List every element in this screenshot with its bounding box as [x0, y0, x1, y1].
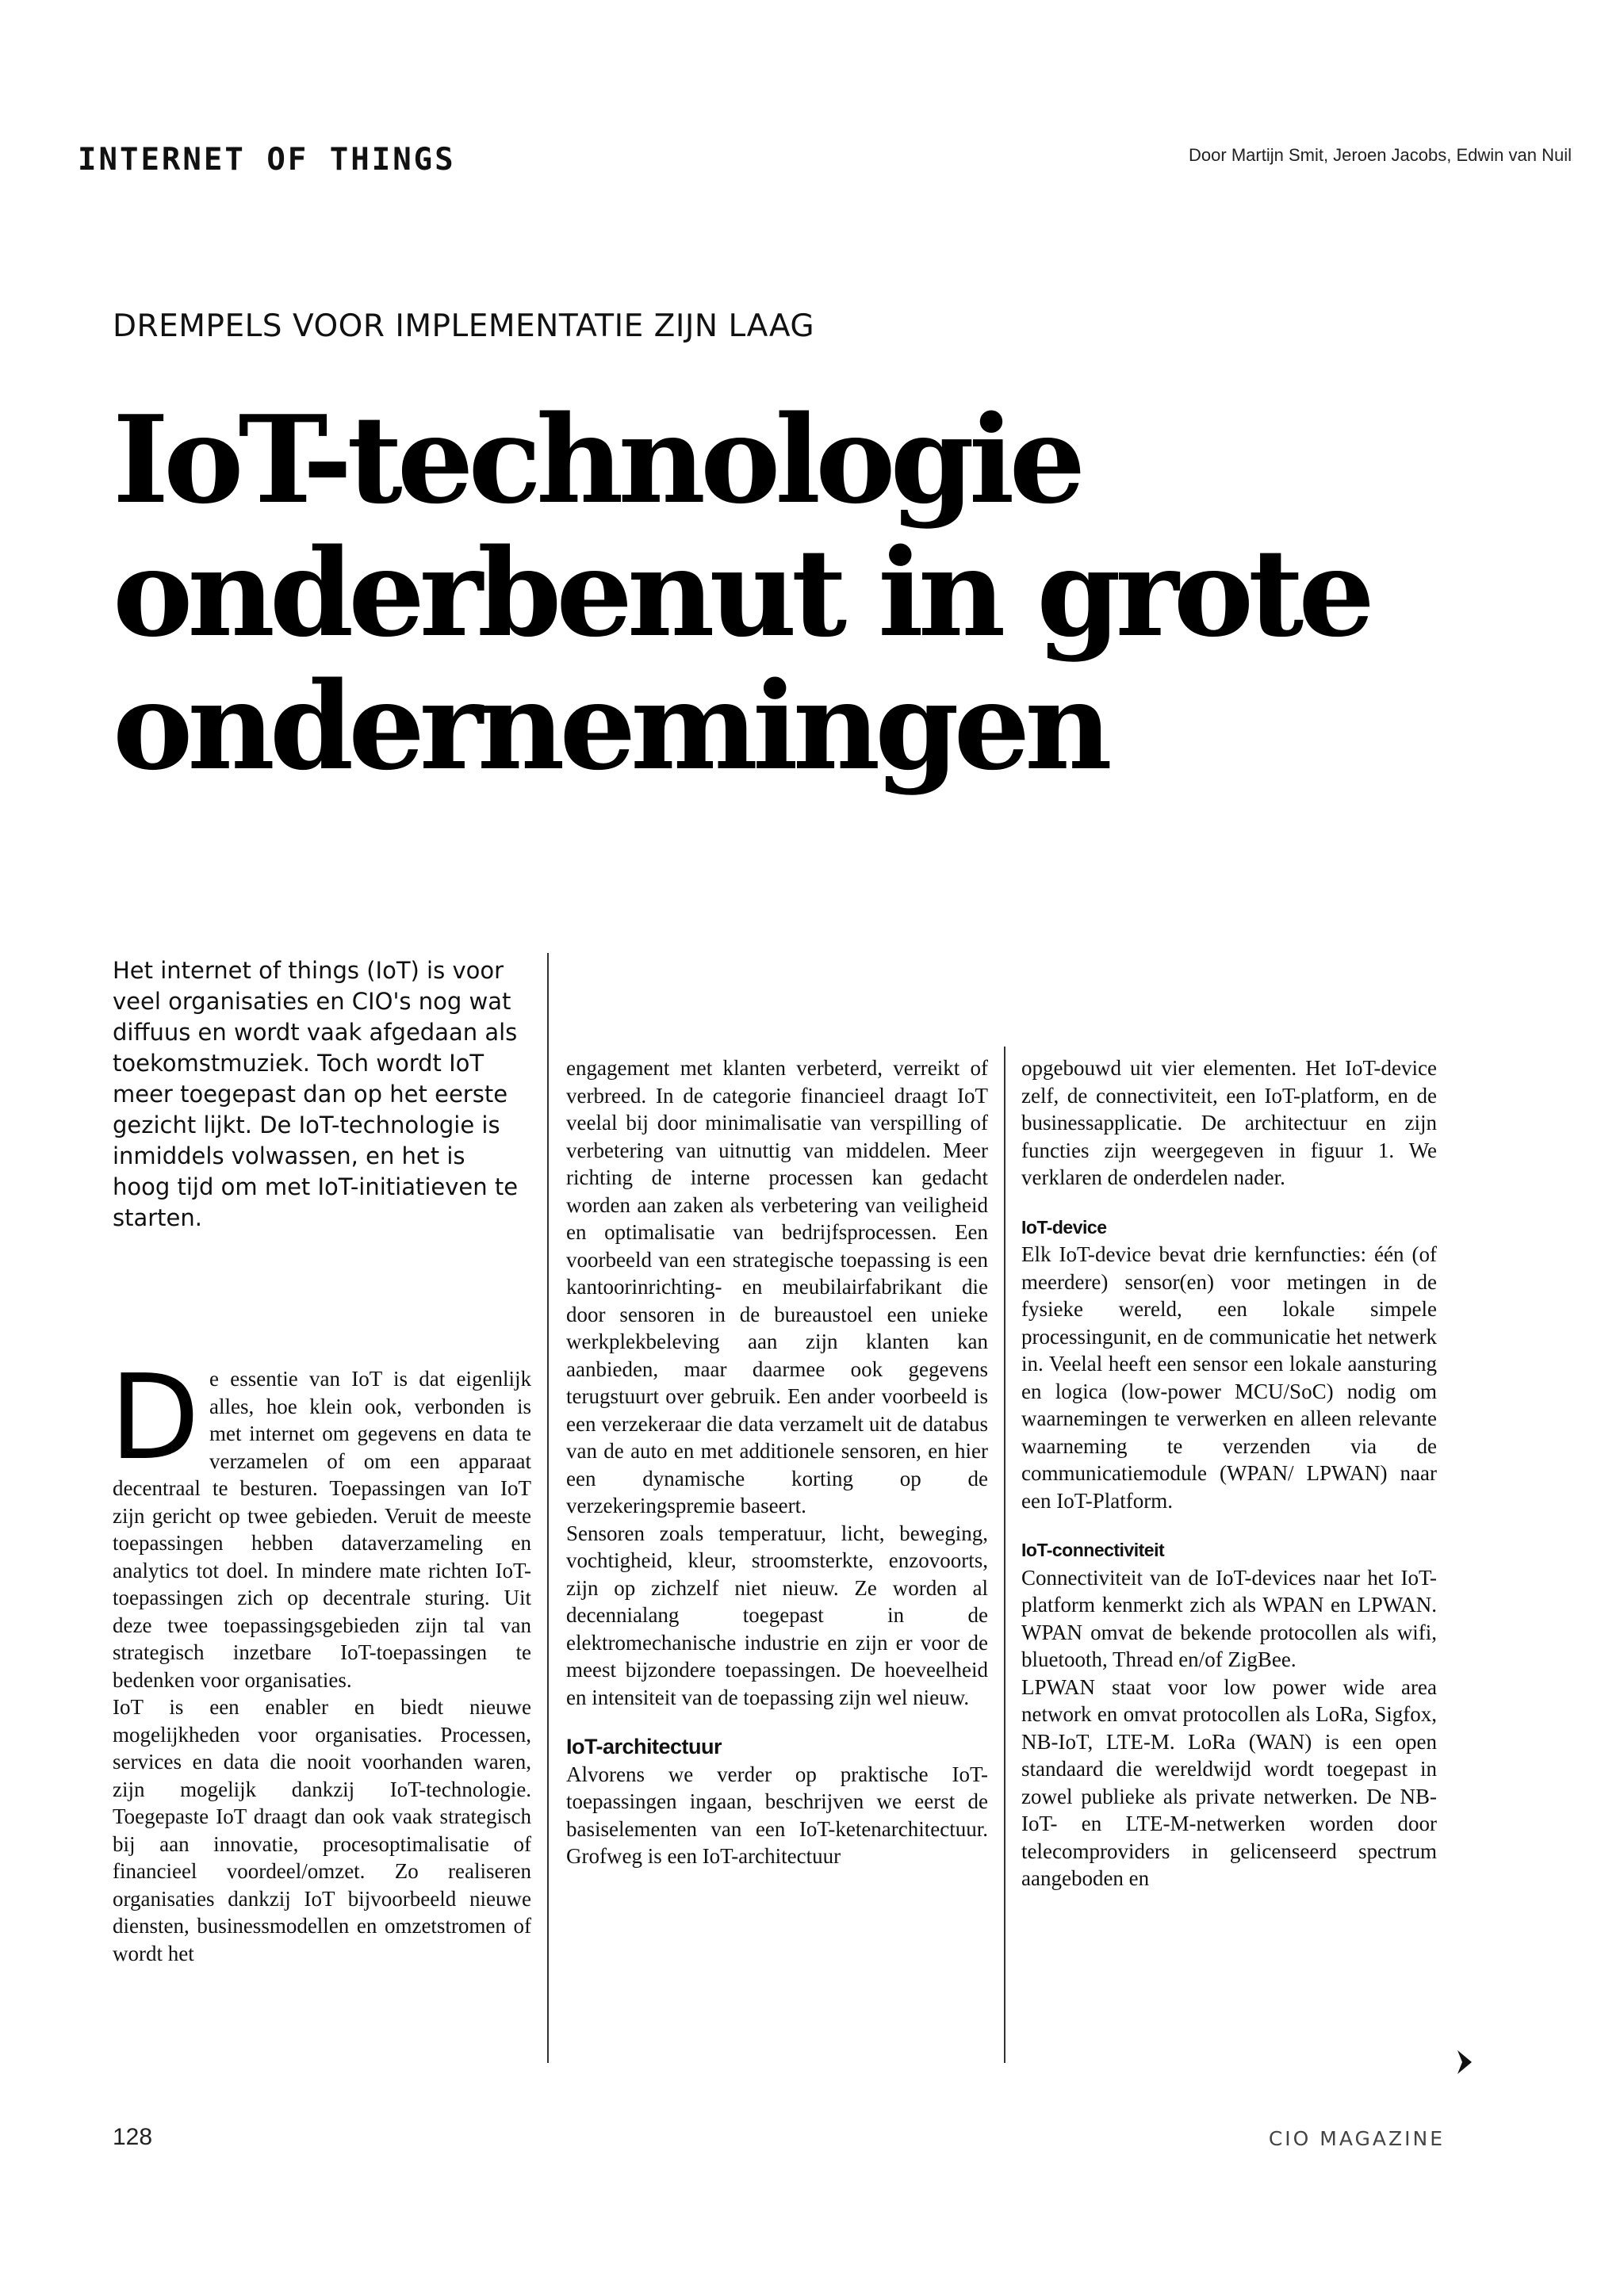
arrow-right-icon	[1456, 2049, 1473, 2076]
column-rule-1	[547, 953, 549, 2063]
body-paragraph: LPWAN staat voor low power wide area network en omvat protocollen als LoRa, Sigfox, NB-IoT, LTE-M. LoRa (WAN) is een open standaard die wereldwijd wordt toegepast in zowel publieke als private netwerken. De NB-IoT- en LTE-M-netwerken worden door telecomproviders in gelicenseerd spectrum aangeboden en	[1021, 1674, 1437, 1890]
magazine-name: CIO MAGAZINE	[1268, 2127, 1445, 2150]
body-paragraph: opgebouwd uit vier elementen. Het IoT-device zelf, de connectiviteit, een IoT-platform, en de businessapplicatie. De architectuur en zijn functies zijn weergegeven in figuur 1. We verklaren de onderdelen nader.	[1021, 1056, 1437, 1189]
page-number: 128	[113, 2124, 153, 2150]
body-paragraph: Elk IoT-device bevat drie kernfuncties: één (of meerdere) sensor(en) voor metingen in de fysieke wereld, een lokale simpele processingunit, en de communicatie het netwerk in. Veelal heeft een sensor een lokale aansturing en logica (low-power MCU/SoC) nodig om waarnemingen te verwerken en alleen relevante waarneming te verzenden via de communicatiemodule (WPAN/ LPWAN) naar een IoT-Platform.	[1021, 1242, 1437, 1513]
body-paragraph: engagement met klanten verbeterd, verreikt of verbreed. In de categorie financieel draagt IoT veelal bij door minimalisatie van verspilling of verbetering van uitnuttig van middelen. Meer richting de interne processen kan gedacht worden aan zaken als verbetering van veiligheid en optimalisatie van bedrijfsprocessen. Een voorbeeld van een strategische toepassing is een kantoorinrichting- en meubilairfabrikant die door sensoren in de bureaustoel een unieke werkplekbeleving aan zijn klanten kan aanbieden, maar daarmee ook gegevens terugstuurt over gebruik. Een ander voorbeeld is een verzekeraar die data verzamelt uit de databus van de auto en met additionele sensoren, en hier een dynamische korting op de verzekeringspremie baseert.	[566, 1056, 988, 1517]
intro-paragraph: Het internet of things (IoT) is voor veel organisaties en CIO's nog wat diffuus en wordt vaak afgedaan als toekomstmuziek. Toch wordt IoT meer toegepast dan op het eerste gezicht lijkt. De IoT-technologie is inmiddels volwassen, en het is hoog tijd om met IoT-initiatieven te starten.	[113, 957, 519, 1231]
section-label: INTERNET OF THINGS	[78, 142, 456, 178]
drop-cap: D	[109, 1349, 200, 1486]
headline-line-1: IoT-technologie	[113, 388, 1081, 530]
headline	[113, 388, 1461, 797]
kicker: DREMPELS VOOR IMPLEMENTATIE ZIJN LAAG	[113, 308, 815, 344]
headline-line-3: ondernemingen	[113, 655, 1107, 797]
body-paragraph: Alvorens we verder op praktische IoT-toepassingen ingaan, beschrijven we eerst de basiselementen van een IoT-ketenarchitectuur. Grofweg is een IoT-architectuur	[566, 1762, 988, 1868]
subheading-iot-device: IoT-device	[1021, 1216, 1107, 1238]
headline-line-2: onderbenut in grote	[113, 522, 1369, 664]
column-3	[1021, 1054, 1437, 1892]
column-rule-2	[1004, 1047, 1005, 2063]
subheading-connectivity: IoT-connectiviteit	[1021, 1540, 1165, 1560]
column-2	[566, 1054, 988, 1870]
subheading-architecture: IoT-architectuur	[566, 1735, 722, 1758]
column-1	[109, 1349, 531, 1967]
body-paragraph: Sensoren zoals temperatuur, licht, beweging, vochtigheid, kleur, stroomsterkte, enzovoorts, zijn op zichzelf niet nieuw. Ze worden al decennialang toegepast in de elektromechanische industrie en zijn er voor de meest bijzondere toepassingen. De hoeveelheid en intensiteit van de toepassing zijn wel nieuw.	[566, 1521, 988, 1709]
body-paragraph: IoT is een enabler en biedt nieuwe mogelijkheden voor organisaties. Processen, services en data die nooit voorhanden waren, zijn mogelijk dankzij IoT-technologie. Toegepaste IoT draagt dan ook vaak strategisch bij aan innovatie, procesoptimalisatie of financieel voordeel/omzet. Zo realiseren organisaties dankzij IoT bijvoorbeeld nieuwe diensten, businessmodellen en omzetstromen of wordt het	[113, 1695, 531, 1965]
author-byline: Door Martijn Smit, Jeroen Jacobs, Edwin van Nuil	[1189, 145, 1572, 165]
body-paragraph: Connectiviteit van de IoT-devices naar het IoT-platform kenmerkt zich als WPAN en LPWAN. WPAN omvat de bekende protocollen als wifi, bluetooth, Thread en/of ZigBee.	[1021, 1565, 1437, 1671]
body-paragraph: e essentie van IoT is dat eigenlijk alles, hoe klein ook, verbonden is met internet om gegevens en data te verzamelen of om een apparaat decentraal te besturen. Toepassingen van IoT zijn gericht op twee gebieden. Veruit de meeste toepassingen hebben dataverzameling en analytics tot doel. In mindere mate richten IoT-toepassingen zich op decentrale sturing. Uit deze twee toepassingsgebieden zijn tal van strategisch inzetbare IoT-toepassingen te bedenken voor organisaties.	[113, 1367, 531, 1692]
